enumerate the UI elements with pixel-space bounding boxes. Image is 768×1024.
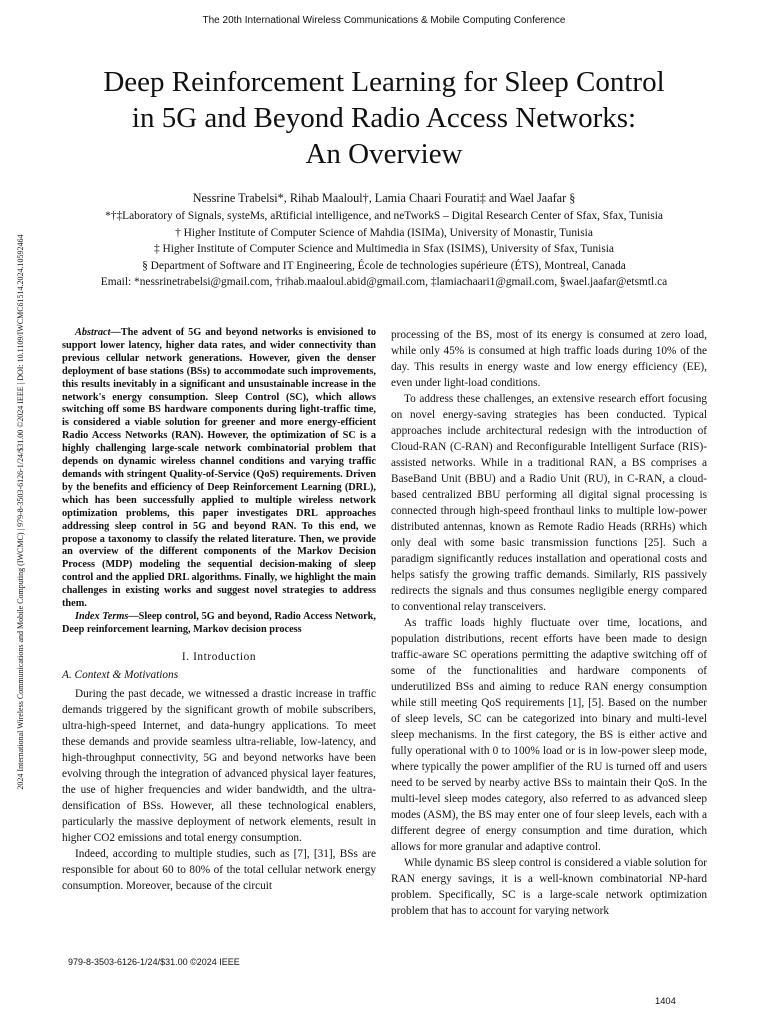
side-doi-text: 2024 International Wireless Communications and Mobile Computing (IWCMC) | 979-8-3503-6126-1/24/$31.00 ©2024 IEEE | DOI: 10.1109/IWCMC61514.2024.10592464 [16,234,25,790]
email-line: Email: *nessrinetrabelsi@gmail.com, †rihab.maaloul.abid@gmail.com, ‡lamiachaari1@gmail.com, §wael.jaafar@etsmtl.ca [100,276,668,289]
body-paragraph: To address these challenges, an extensive research effort focusing on novel energy-saving strategies has been conducted. Typical approaches include architectural redesign with the introduction of Cloud-RAN (C-RAN) and Reconfigurable Intelligent Surface (RIS)-assisted networks. While in a traditional RAN, a BS comprises a BaseBand Unit (BBU) and a Radio Unit (RU), in C-RAN, a cloud-based centralized BBU performing all digital signal processing is connected through high-speed fronthaul links to multiple low-power distributed antennas, known as Remote Radio Heads (RRHs) which only deal with some basic transmission functions [25]. Such a paradigm significantly reduces installation and operational costs and helps satisfy the growing traffic demands. Similarly, RIS passively redirects the signals and thus consumes negligible energy compared to conventional relay transceivers. [391,393,707,613]
index-terms-label: Index Terms— [75,610,139,622]
side-doi-strip [15,152,31,872]
title-line: An Overview [305,138,463,170]
abstract-text: The advent of 5G and beyond networks is envisioned to support lower latency, higher data rates, and wider connectivity than previous cellular network generations. However, given the denser deployment of base stations (BSs) to accommodate such improvements, this results inevitably in a significant and unsustainable increase in the network's energy consumption. Sleep Control (SC), which allows switching off some BS hardware components during light-traffic time, is considered a viable solution for greener and more energy-efficient Radio Access Networks (RAN). However, the optimization of SC is a highly challenging large-scale network combinatorial problem that depends on dynamic wireless channel conditions and varying traffic demands with stringent Quality-of-Service (QoS) requirements. Driven by the benefits and efficiency of Deep Reinforcement Learning (DRL), which has been successfully applied to multiple wireless network optimization problems, this paper investigates DRL approaches addressing sleep control in 5G and beyond RAN. To this end, we propose a taxonomy to classify the related literature. Then, we provide an overview of the different components of the Markov Decision Process (MDP) modeling the sequential decision-making of sleep control and the applied DRL algorithms. Finally, we highlight the main challenges in existing works and suggest novel strategies to address them. [62,327,376,610]
body-paragraph: During the past decade, we witnessed a drastic increase in traffic demands triggered by the significant growth of mobile subscribers, ultra-high-speed Internet, and data-hungry applications. To meet these demands and provide seamless ultra-reliable, low-latency, and high-throughput connectivity, 5G and beyond networks have been evolving through the integration of advanced physical layer features, the use of higher frequencies and wider bandwidth, and the ultra-densification of BSs. However, all these technological enablers, particularly the massive deployment of network elements, result in higher CO2 emissions and total energy consumption. [62,687,376,844]
paper-title [40,64,728,172]
footer-copyright: 979-8-3503-6126-1/24/$31.00 ©2024 IEEE [68,957,240,967]
abstract [62,327,376,637]
affiliations [40,208,728,291]
affiliation-line: § Department of Software and IT Engineering, École de technologies supérieure (ÉTS), Montreal, Canada [142,259,626,272]
body-paragraph: Indeed, according to multiple studies, such as [7], [31], BSs are responsible for about 60 to 80% of the total cellular network energy consumption. Moreover, because of the circuit [62,847,376,892]
author-list: Nessrine Trabelsi*, Rihab Maaloul†, Lamia Chaari Fourati‡ and Wael Jaafar § [192,191,576,205]
index-terms-text: Sleep control, 5G and beyond, Radio Access Network, Deep reinforcement learning, Markov decision process [62,610,376,635]
page-number: 1404 [655,995,676,1006]
body-paragraph: While dynamic BS sleep control is considered a viable solution for RAN energy savings, it is a well-known combinatorial NP-hard problem. Specifically, SC is a large-scale network optimization problem that has to account for varying network [391,857,707,917]
title-line: Deep Reinforcement Learning for Sleep Control [103,66,665,98]
conference-header: The 20th International Wireless Communications & Mobile Computing Conference [202,15,566,26]
right-column [391,327,707,919]
body-paragraph: As traffic loads highly fluctuate over time, locations, and population distributions, recent efforts have been made to design traffic-aware SC operations permitting the adaptive switching off of some of the functionalities and hardware components of underutilized BSs and aiming to reduce RAN energy consumption while still meeting QoS requirements [1], [5]. Based on the number of sleep levels, SC can be categorized into binary and multi-level sleep mechanisms. In the first category, the BS is either active and fully operational with 0 to 100% load or is in low-power sleep mode, where typically the power amplifier of the RU is turned off and users need to be served by nearby active BSs to maintain their QoS. In the multi-level sleep modes category, also referred to as advanced sleep modes (ASM), the BS may enter one of four sleep levels, each with a different degree of energy consumption and time duration, which allows for more granular and adaptive control. [391,617,707,853]
abstract-label: Abstract— [75,327,121,338]
affiliation-line: ‡ Higher Institute of Computer Science and Multimedia in Sfax (ISIMS), University of Sfax, Tunisia [153,243,614,256]
affiliation-line: † Higher Institute of Computer Science of Mahdia (ISIMa), University of Monastir, Tunisia [175,226,593,239]
title-line: in 5G and Beyond Radio Access Networks: [131,102,637,134]
left-column [62,327,376,894]
body-paragraph: processing of the BS, most of its energy is consumed at zero load, while only 45% is consumed at high traffic loads during 10% of the day. This results in energy waste and low energy efficiency (EE), even under light-load conditions. [391,329,707,389]
affiliation-line: *†‡Laboratory of Signals, systeMs, aRtificial intelligence, and neTworkS – Digital Research Center of Sfax, Sfax, Tunisia [105,210,663,222]
section-heading: I. Introduction [181,650,257,663]
subsection-heading: A. Context & Motivations [62,668,179,681]
